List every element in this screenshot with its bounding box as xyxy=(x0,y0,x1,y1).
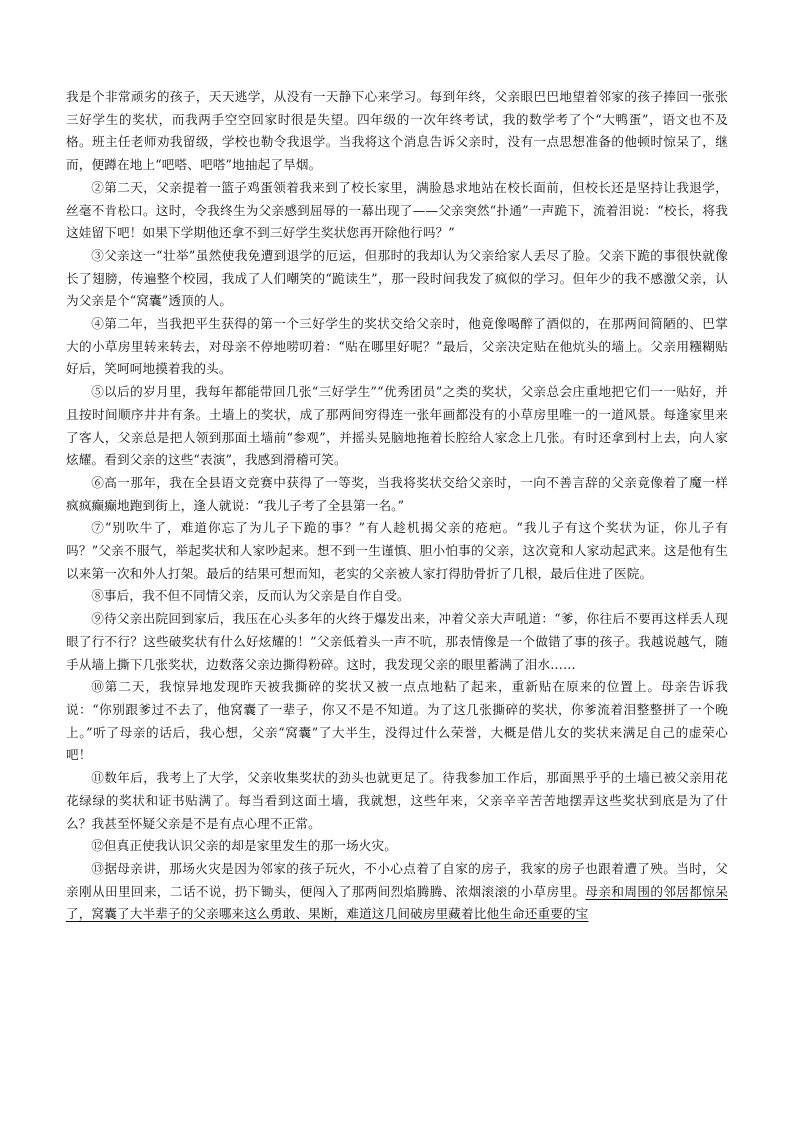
paragraph-8-text: ⑧事后，我不但不同情父亲，反而认为父亲是自作自受。 xyxy=(91,588,410,604)
paragraph-7 xyxy=(66,517,728,585)
document-page xyxy=(66,86,728,926)
paragraph-8 xyxy=(66,585,728,608)
paragraph-1 xyxy=(66,86,728,177)
paragraph-9 xyxy=(66,608,728,676)
paragraph-12-text: ⑫但真正使我认识父亲的却是家里发生的那一场火灾。 xyxy=(91,838,398,854)
paragraph-9-text: ⑨待父亲出院回到家后，我压在心头多年的火终于爆发出来，冲着父亲大声吼道：“爹，你往后不要再这样丢人现眼了行不行？这些破奖状有什么好炫耀的！”父亲低着头一声不吭，那表情像是一个做错了事的孩子。我越说越气，随手从墙上撕下几张奖状，边数落父亲边撕得粉碎。这时，我发现父亲的眼里蓄满了泪水…… xyxy=(66,611,728,672)
paragraph-3-text: ③父亲这一“壮举”虽然使我免遭到退学的厄运，但那时的我却认为父亲给家人丢尽了脸。父亲下跪的事很快就像长了翅膀，传遍整个校园，我成了人们嘲笑的“跪读生”，那一段时间我发了疯似的学习。但年少的我不感激父亲，认为父亲是个“窝囊”透顶的人。 xyxy=(66,247,728,309)
paragraph-2 xyxy=(66,177,728,245)
paragraph-13 xyxy=(66,858,728,926)
paragraph-1-text: 我是个非常顽劣的孩子，天天逃学，从没有一天静下心来学习。每到年终，父亲眼巴巴地望着邻家的孩子捧回一张张三好学生的奖状，而我两手空空回家时很是失望。四年级的一次年终考试，我的数学考了个“大鸭蛋”，语文也不及格。班主任老师劝我留级，学校也勒令我退学。当我将这个消息告诉父亲时，没有一点思想准备的他顿时惊呆了，继而，便蹲在地上“吧嗒、吧嗒”地抽起了旱烟。 xyxy=(66,89,728,173)
paragraph-4 xyxy=(66,313,728,381)
paragraph-3 xyxy=(66,245,728,313)
paragraph-11 xyxy=(66,767,728,835)
paragraph-13-text: ⑬据母亲讲，那场火灾是因为邻家的孩子玩火，不小心点着了自家的房子，我家的房子也跟着遭了殃。当时，父亲刚从田里回来，二话不说，扔下锄头，便闯入了那两间烈焰腾腾、浓烟滚滚的小草房里。 xyxy=(66,860,728,899)
paragraph-6-text: ⑥高一那年，我在全县语文竞赛中获得了一等奖，当我将奖状交给父亲时，一向不善言辞的父亲竟像着了魔一样疯疯癫癫地跑到街上，逢人就说：“我儿子考了全县第一名。” xyxy=(66,474,728,513)
underlined-passage: 母亲和周围的邻居都惊呆了，窝囊了大半辈子的父亲哪来这么勇敢、果断，难道这几间破房里藏着比他生命还重要的宝 xyxy=(66,883,729,922)
paragraph-11-text: ⑪数年后，我考上了大学，父亲收集奖状的劲头也就更足了。待我参加工作后，那面黑乎乎的土墙已被父亲用花花绿绿的奖状和证书贴满了。每当看到这面土墙，我就想，这些年来，父亲辛辛苦苦地摆弄这些奖状到底是为了什么？我甚至怀疑父亲是不是有点心理不正常。 xyxy=(66,770,728,831)
paragraph-4-text: ④第二年，当我把平生获得的第一个三好学生的奖状交给父亲时，他竟像喝醉了酒似的，在那两间简陋的、巴掌大的小草房里转来转去，对母亲不停地唠叨着：“贴在哪里好呢？”最后，父亲决定贴在他炕头的墙上。父亲用糨糊贴好后，笑呵呵地摸着我的头。 xyxy=(66,316,728,377)
paragraph-2-text: ②第二天，父亲提着一篮子鸡蛋领着我来到了校长家里，满脸恳求地站在校长面前，但校长还是坚持让我退学，丝毫不肯松口。这时，令我终生为父亲感到屈辱的一幕出现了——父亲突然“扑通”一声跪下，流着泪说：“校长，将我这娃留下吧！如果下学期他还拿不到三好学生奖状您再开除他行吗？” xyxy=(66,179,728,241)
paragraph-10-text: ⑩第二天，我惊异地发现昨天被我撕碎的奖状又被一点点地粘了起来，重新贴在原来的位置上。母亲告诉我说：“你别跟爹过不去了，他窝囊了一辈子，你又不是不知道。为了这几张撕碎的奖状，你爹流着泪整整拼了一个晚上。”听了母亲的话后，我心想，父亲“窝囊”了大半生，没得过什么荣誉，大概是借儿女的奖状来满足自己的虚荣心吧！ xyxy=(66,679,728,763)
paragraph-5-text: ⑤以后的岁月里，我每年都能带回几张“三好学生”“优秀团员”之类的奖状，父亲总会庄重地把它们一一贴好，并且按时间顺序井井有条。土墙上的奖状，成了那两间穷得连一张年画都没有的小草房里唯一的一道风景。每逢家里来了客人，父亲总是把人领到那面土墙前“参观”，并摇头晃脑地拖着长腔给人家念上几张。有时还拿到村上去，向人家炫耀。看到父亲的这些“表演”，我感到滑稽可笑。 xyxy=(66,384,728,468)
paragraph-10 xyxy=(66,676,728,767)
paragraph-5 xyxy=(66,381,728,472)
paragraph-12 xyxy=(66,835,728,858)
paragraph-7-text: ⑦“别吹牛了，难道你忘了为儿子下跪的事？”有人趁机揭父亲的疮疤。“我儿子有这个奖状为证，你儿子有吗？”父亲不服气，举起奖状和人家吵起来。想不到一生谨慎、胆小怕事的父亲，这次竟和人家动起武来。这是他有生以来第一次和外人打架。最后的结果可想而知，老实的父亲被人家打得肋骨折了几根，最后住进了医院。 xyxy=(66,520,728,581)
paragraph-6 xyxy=(66,472,728,517)
